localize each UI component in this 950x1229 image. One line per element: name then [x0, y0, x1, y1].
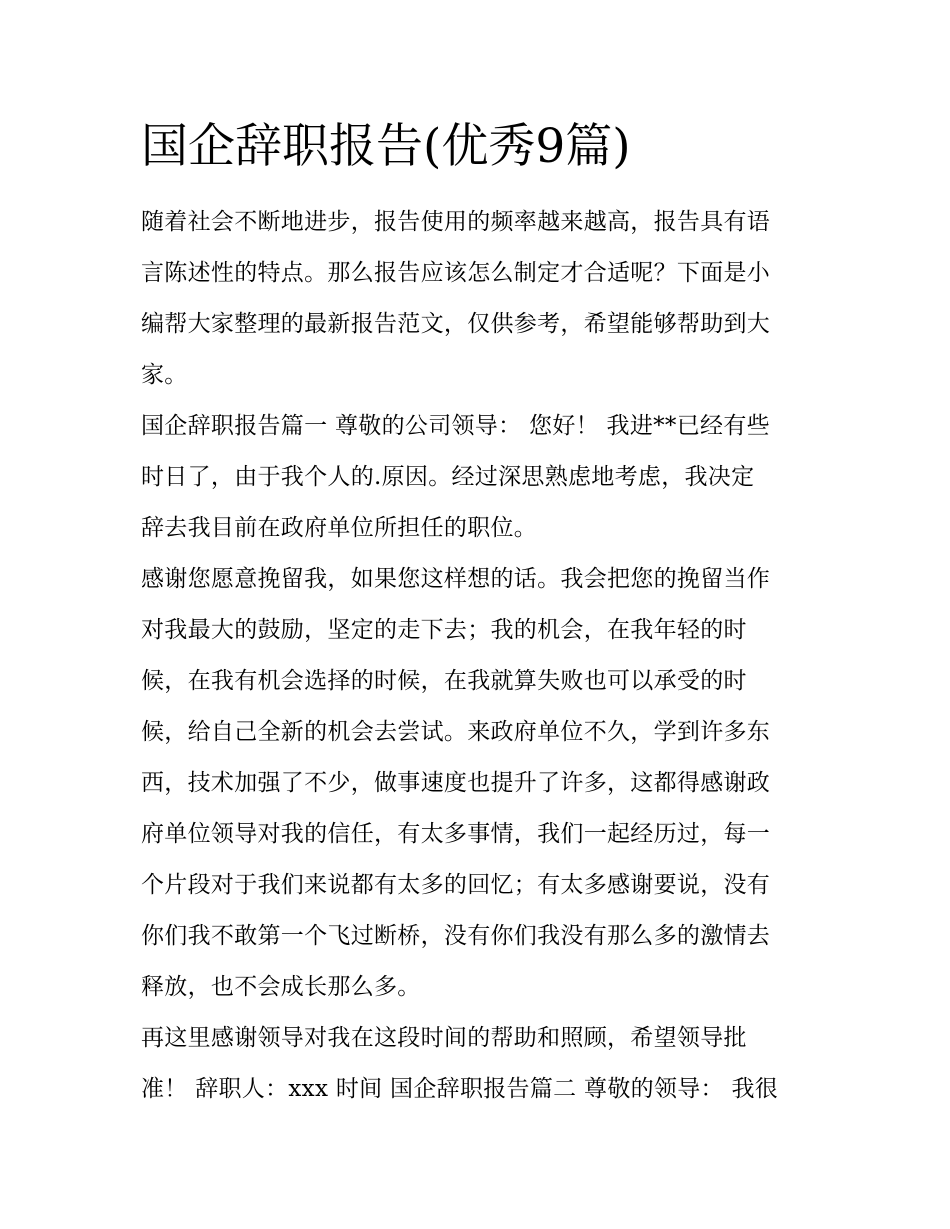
text-line: 候，在我有机会选择的时候，在我就算失败也可以承受的时 [141, 668, 747, 694]
text-line: 你们我不敢第一个飞过断桥，没有你们我没有那么多的激情去 [141, 923, 771, 949]
text-line: 再这里感谢领导对我在这段时间的帮助和照顾，希望领导批 [141, 1025, 747, 1051]
text-line: 辞去我目前在政府单位所担任的职位。 [141, 515, 538, 541]
text-line: 随着社会不断地进步，报告使用的频率越来越高，报告具有语 [141, 209, 771, 235]
text-line: 对我最大的鼓励，坚定的走下去；我的机会，在我年轻的时 [141, 617, 747, 643]
text-line: 感谢您愿意挽留我，如果您这样想的话。我会把您的挽留当作 [141, 566, 771, 592]
text-line: 释放，也不会成长那么多。 [141, 974, 421, 1000]
text-line: 个片段对于我们来说都有太多的回忆；有太多感谢要说，没有 [141, 872, 771, 898]
text-line: 府单位领导对我的信任，有太多事情，我们一起经历过，每一 [141, 821, 771, 847]
text-line: 西，技术加强了不少，做事速度也提升了许多，这都得感谢政 [141, 770, 771, 796]
text-line: 言陈述性的特点。那么报告应该怎么制定才合适呢？下面是小 [141, 260, 771, 286]
text-line: 家。 [141, 362, 188, 388]
document-title: 国企辞职报告(优秀9篇) [141, 119, 631, 174]
text-line: 候，给自己全新的机会去尝试。来政府单位不久，学到许多东 [141, 719, 771, 745]
text-line: 国企辞职报告篇一 尊敬的公司领导： 您好！ 我进**已经有些 [141, 413, 770, 439]
text-line: 时日了，由于我个人的.原因。经过深思熟虑地考虑，我决定 [141, 464, 755, 490]
text-line: 编帮大家整理的最新报告范文，仅供参考，希望能够帮助到大 [141, 311, 771, 337]
text-line: 准！ 辞职人：xxx 时间 国企辞职报告篇二 尊敬的领导： 我很 [141, 1076, 779, 1102]
document-body [141, 197, 821, 1115]
